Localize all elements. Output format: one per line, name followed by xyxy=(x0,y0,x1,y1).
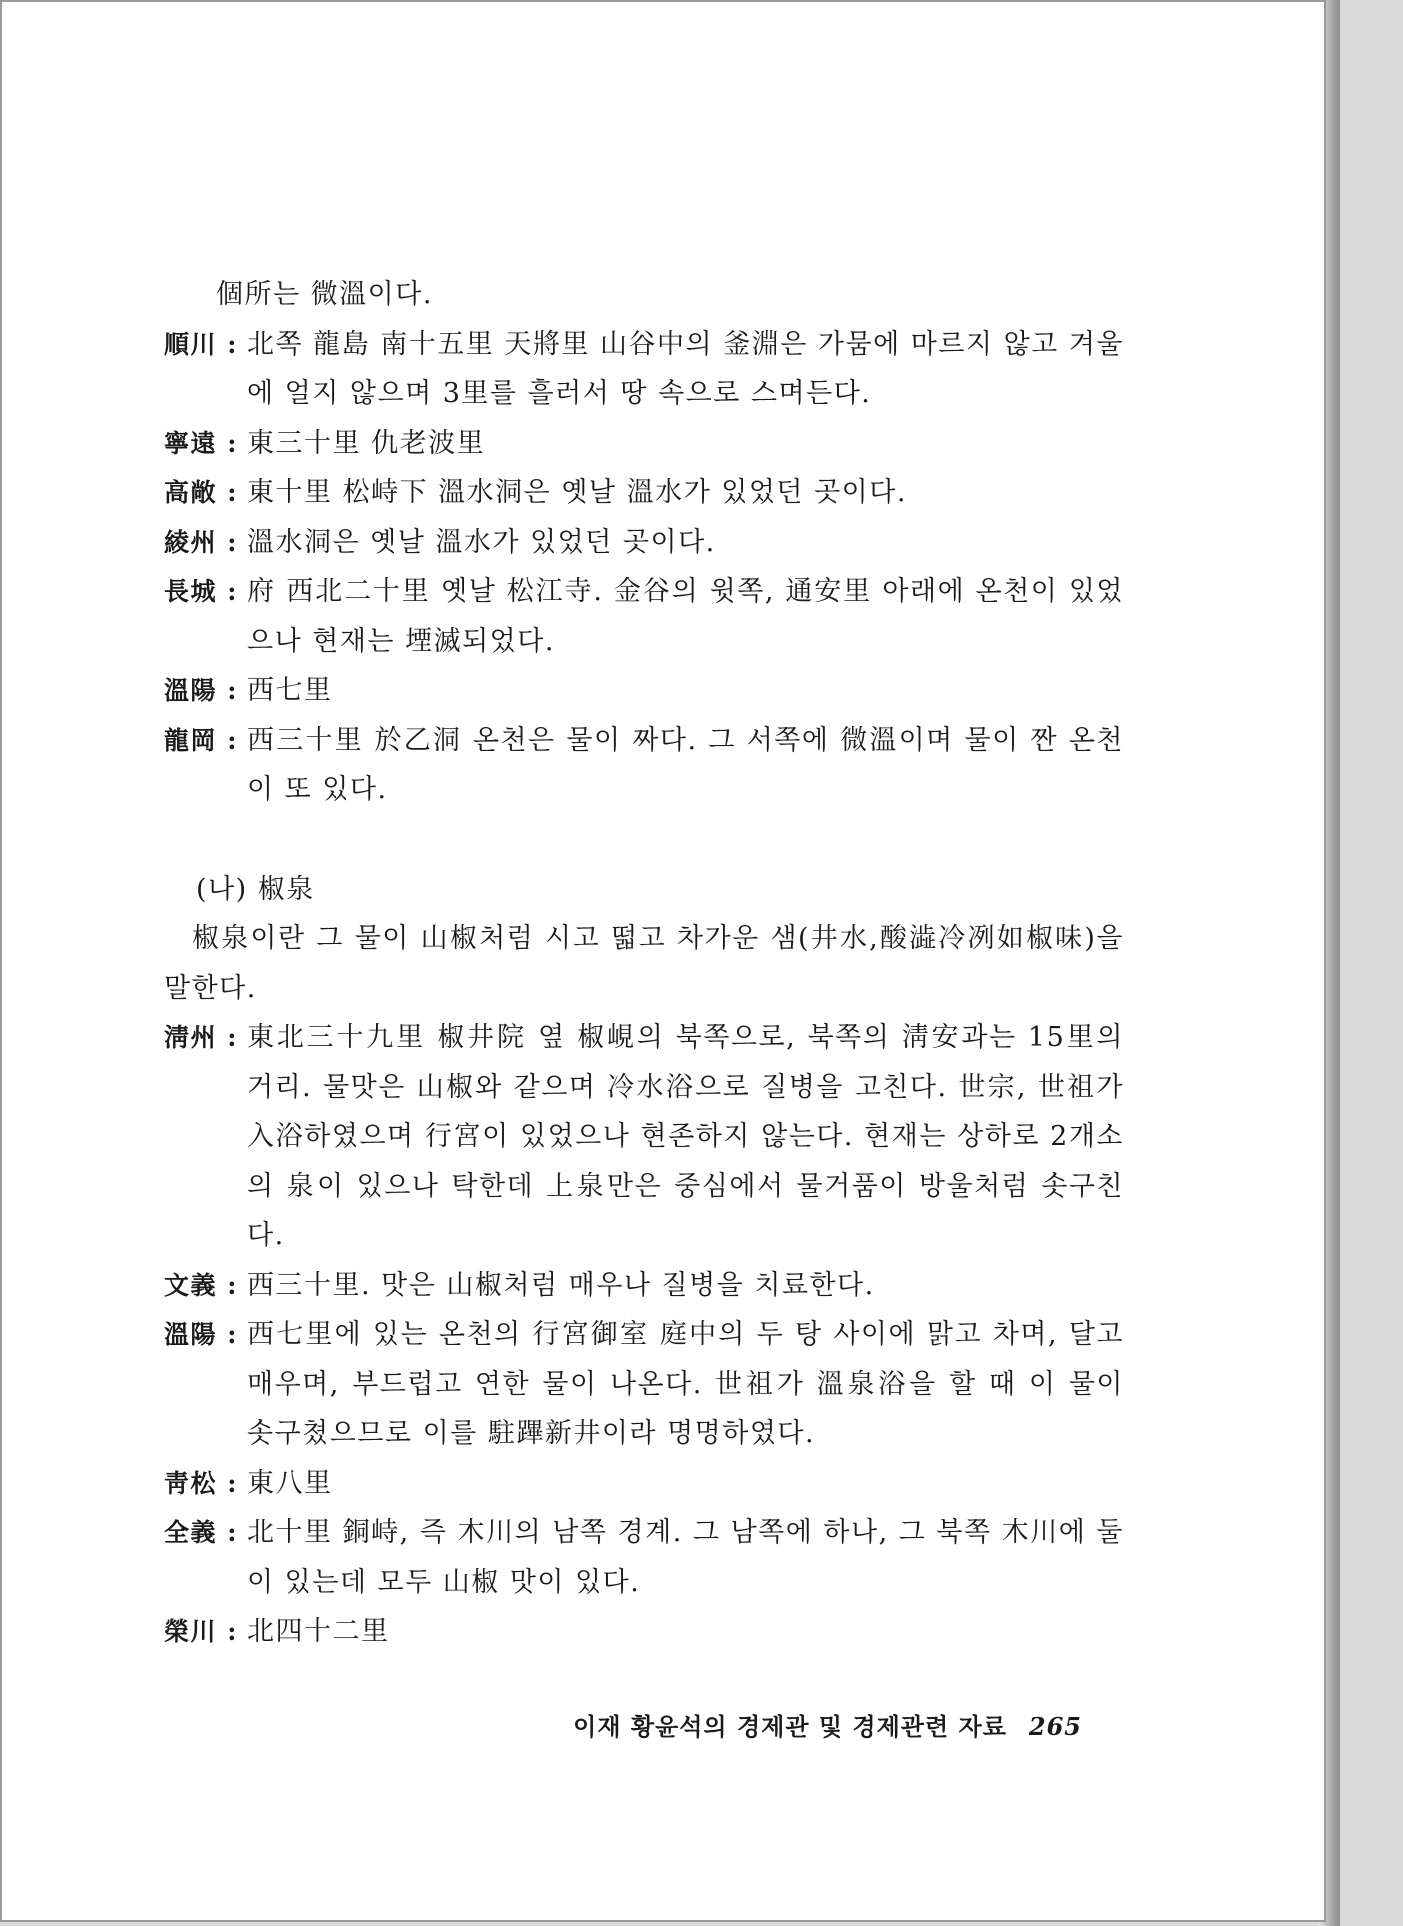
entry-cheongju xyxy=(164,1013,1124,1261)
entry-text: 東三十里 仇老波里 xyxy=(247,427,486,459)
entry-key: 龍岡 : xyxy=(164,725,238,755)
entry-jangseong xyxy=(164,567,1124,666)
entry-jeonui xyxy=(164,1508,1124,1607)
entry-text: 西三十里. 맛은 山椒처럼 매우나 질병을 치료한다. xyxy=(247,1269,875,1301)
entry-key: 淸州 : xyxy=(164,1023,238,1052)
entry-key: 文義 : xyxy=(164,1270,238,1300)
running-footer xyxy=(562,1707,1082,1742)
entry-key: 溫陽 : xyxy=(164,676,238,705)
entry-text: 府 西北二十里 옛날 松江寺. 金谷의 윗쪽, 通安里 아래에 온천이 있었으나 현재는 堙滅되었다. xyxy=(247,576,1124,657)
entry-key: 溫陽 : xyxy=(164,1320,238,1349)
entry-yeongcheon xyxy=(164,1607,1124,1657)
footer-title: 이재 황윤석의 경제관 및 경제관련 자료 xyxy=(573,1713,1007,1741)
entry-text: 北四十二里 xyxy=(247,1616,390,1647)
entry-text: 北쪽 龍島 南十五里 天將里 山谷中의 釜淵은 가뭄에 마르지 않고 겨울에 얼지 않으며 3里를 흘러서 땅 속으로 스며든다. xyxy=(247,328,1124,409)
entry-munui xyxy=(164,1261,1124,1311)
entry-suncheon xyxy=(164,320,1124,419)
entry-yonggang xyxy=(164,716,1124,815)
entry-key: 全義 : xyxy=(164,1518,238,1547)
entry-text: 溫水洞은 옛날 溫水가 있었던 곳이다. xyxy=(247,526,716,558)
entry-key: 順川 : xyxy=(164,329,238,359)
page-number: 265 xyxy=(1028,1712,1082,1741)
entry-text: 西七里에 있는 온천의 行宮御室 庭中의 두 탕 사이에 맑고 차며, 달고 매우며, 부드럽고 연한 물이 나온다. 世祖가 溫泉浴을 할 때 이 물이 솟구쳤으므로 이를 駐蹕新井이라 명명하였다. xyxy=(247,1319,1124,1449)
entry-gochang xyxy=(164,468,1124,518)
entry-text: 東北三十九里 椒井院 옆 椒峴의 북쪽으로, 북쪽의 淸安과는 15里의 거리. 물맛은 山椒와 같으며 冷水浴으로 질병을 고친다. 世宗, 世祖가 入浴하였으며 行宮이 있었으나 현존하지 않는다. 현재는 상하로 2개소의 泉이 있으나 탁한데 上泉만은 중심에서 물거품이 방울처럼 솟구친다. xyxy=(247,1022,1124,1251)
entry-key: 靑松 : xyxy=(164,1468,238,1498)
entry-key: 榮川 : xyxy=(164,1617,238,1646)
entry-text: 東八里 xyxy=(247,1467,333,1499)
entry-onyang-b xyxy=(164,1310,1124,1459)
entry-text: 西七里 xyxy=(247,675,333,706)
entry-key: 長城 : xyxy=(164,577,238,606)
page-body xyxy=(164,270,1124,1657)
entry-text: 西三十里 於乙洞 온천은 물이 짜다. 그 서쪽에 微溫이며 물이 짠 온천이 또 있다. xyxy=(247,724,1124,805)
entry-text: 東十里 松峙下 溫水洞은 옛날 溫水가 있었던 곳이다. xyxy=(247,477,907,508)
intro-line: 個所는 微溫이다. xyxy=(216,279,433,310)
entry-cheongsong xyxy=(164,1459,1124,1509)
entry-key: 綾州 : xyxy=(164,527,238,557)
entry-yeongwon xyxy=(164,419,1124,469)
entry-key: 高敞 : xyxy=(164,478,238,507)
section-intro-paragraph: 椒泉이란 그 물이 山椒처럼 시고 떫고 차가운 샘(井水,酸澁冷冽如椒味)을 말한다. xyxy=(164,923,1124,1004)
entry-key: 寧遠 : xyxy=(164,428,238,458)
entry-text: 北十里 銅峙, 즉 木川의 남쪽 경계. 그 남쪽에 하나, 그 북쪽 木川에 둘이 있는데 모두 山椒 맛이 있다. xyxy=(247,1517,1124,1598)
entry-onyang xyxy=(164,666,1124,716)
entry-neungju xyxy=(164,518,1124,568)
section-heading: (나) 椒泉 xyxy=(196,873,315,905)
